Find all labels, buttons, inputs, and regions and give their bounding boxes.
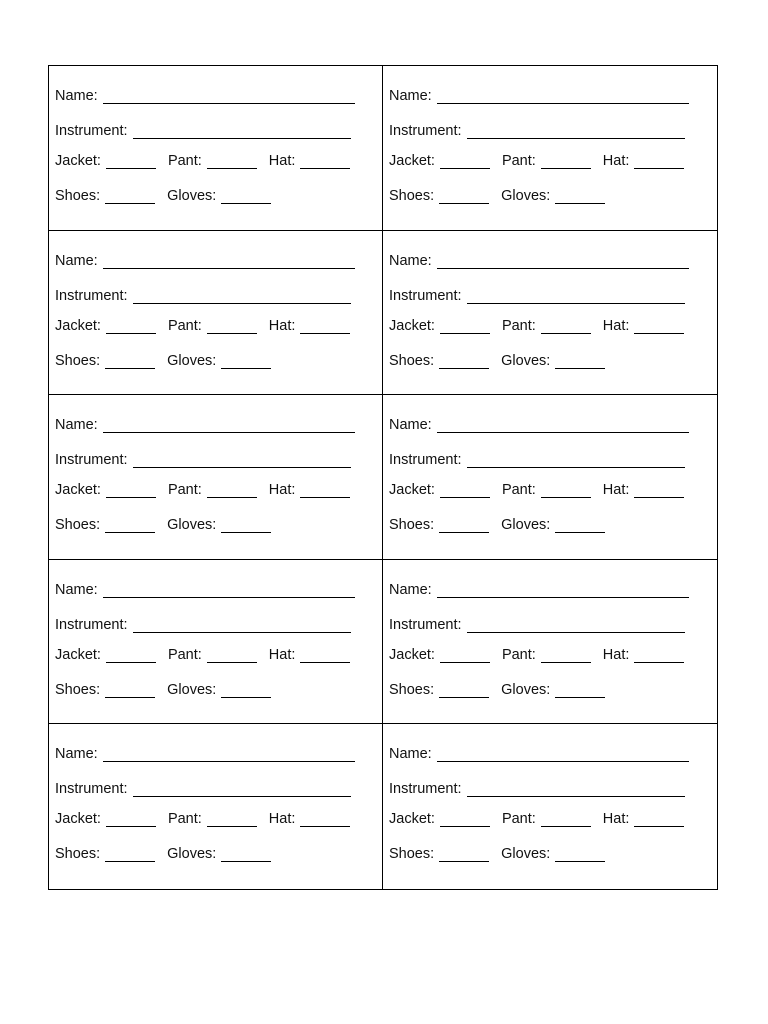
name-row [55,417,355,433]
instrument-label: Instrument: [55,452,128,469]
pant-label: Pant: [501,153,536,169]
name-row [389,417,689,433]
jacket-field[interactable] [440,484,490,498]
pant-label: Pant: [167,317,202,334]
accessories-row [55,846,271,862]
shoes-field[interactable] [439,684,489,698]
instrument-field[interactable] [133,619,351,633]
gloves-field[interactable] [555,684,605,698]
hat-label: Hat: [268,482,296,499]
hat-field[interactable] [300,649,350,663]
name-row [55,88,355,104]
pant-field[interactable] [541,320,591,334]
instrument-row [55,123,351,139]
jacket-field[interactable] [106,155,156,169]
gloves-label: Gloves: [167,188,217,204]
shoes-label: Shoes: [389,352,435,369]
size-row [55,647,350,663]
hat-field[interactable] [300,320,350,334]
instrument-label: Instrument: [389,123,462,139]
gloves-field[interactable] [555,190,605,204]
jacket-label: Jacket: [389,482,435,499]
shoes-field[interactable] [439,519,489,533]
gloves-field[interactable] [555,355,605,369]
shoes-label: Shoes: [55,188,101,204]
instrument-row [55,781,351,797]
hat-field[interactable] [300,155,350,169]
shoes-field[interactable] [105,355,155,369]
name-field[interactable] [437,584,689,598]
instrument-field[interactable] [467,290,685,304]
shoes-label: Shoes: [55,517,101,534]
accessories-row [389,353,605,369]
name-label: Name: [55,581,98,598]
name-row [389,746,689,762]
gloves-label: Gloves: [501,681,551,698]
pant-label: Pant: [167,153,202,169]
name-label: Name: [55,88,98,104]
instrument-label: Instrument: [389,287,462,304]
accessories-row [389,846,605,862]
uniform-card [383,66,717,231]
gloves-field[interactable] [221,190,271,204]
shoes-label: Shoes: [389,681,435,698]
accessories-row [55,517,271,533]
accessories-row [389,682,605,698]
instrument-label: Instrument: [55,781,128,798]
jacket-label: Jacket: [55,646,101,663]
hat-label: Hat: [268,317,296,334]
jacket-field[interactable] [106,649,156,663]
hat-label: Hat: [602,153,630,169]
name-row [55,746,355,762]
name-label: Name: [389,746,432,763]
uniform-card [383,231,717,396]
gloves-field[interactable] [221,848,271,862]
jacket-field[interactable] [106,813,156,827]
name-row [55,253,355,269]
instrument-label: Instrument: [55,123,128,139]
size-row [55,318,350,334]
uniform-card [383,560,717,725]
hat-field[interactable] [634,649,684,663]
shoes-label: Shoes: [389,846,435,863]
name-field[interactable] [437,90,689,104]
size-row [389,482,684,498]
name-label: Name: [55,252,98,269]
name-field[interactable] [437,419,689,433]
instrument-row [389,123,685,139]
name-label: Name: [389,252,432,269]
uniform-card [49,395,383,560]
shoes-label: Shoes: [55,681,101,698]
name-field[interactable] [103,419,355,433]
jacket-field[interactable] [440,320,490,334]
instrument-label: Instrument: [389,452,462,469]
instrument-field[interactable] [467,454,685,468]
shoes-label: Shoes: [389,517,435,534]
hat-field[interactable] [634,813,684,827]
pant-field[interactable] [207,155,257,169]
pant-field[interactable] [541,484,591,498]
jacket-label: Jacket: [55,482,101,499]
uniform-card [49,724,383,889]
hat-label: Hat: [268,811,296,828]
pant-field[interactable] [541,813,591,827]
instrument-row [55,452,351,468]
hat-label: Hat: [602,811,630,828]
name-field[interactable] [437,748,689,762]
hat-label: Hat: [602,317,630,334]
shoes-label: Shoes: [55,846,101,863]
shoes-field[interactable] [105,848,155,862]
instrument-field[interactable] [467,125,685,139]
gloves-label: Gloves: [501,846,551,863]
gloves-label: Gloves: [501,517,551,534]
name-label: Name: [55,746,98,763]
instrument-row [389,452,685,468]
hat-field[interactable] [634,155,684,169]
instrument-field[interactable] [133,783,351,797]
uniform-card-sheet [48,65,718,890]
size-row [55,153,350,169]
pant-field[interactable] [541,155,591,169]
name-label: Name: [55,417,98,434]
accessories-row [389,517,605,533]
hat-field[interactable] [300,484,350,498]
size-row [389,153,684,169]
jacket-label: Jacket: [389,153,435,169]
gloves-field[interactable] [221,684,271,698]
jacket-field[interactable] [440,813,490,827]
name-field[interactable] [103,255,355,269]
hat-field[interactable] [300,813,350,827]
shoes-label: Shoes: [389,188,435,204]
hat-label: Hat: [268,646,296,663]
hat-label: Hat: [268,153,296,169]
pant-field[interactable] [207,320,257,334]
hat-label: Hat: [602,482,630,499]
name-field[interactable] [437,255,689,269]
name-label: Name: [389,417,432,434]
jacket-field[interactable] [106,320,156,334]
shoes-field[interactable] [439,848,489,862]
size-row [389,811,684,827]
instrument-label: Instrument: [389,781,462,798]
instrument-row [55,617,351,633]
jacket-label: Jacket: [389,317,435,334]
shoes-field[interactable] [439,355,489,369]
gloves-field[interactable] [221,355,271,369]
instrument-field[interactable] [133,125,351,139]
pant-field[interactable] [207,484,257,498]
name-label: Name: [389,88,432,104]
jacket-field[interactable] [440,155,490,169]
instrument-field[interactable] [467,783,685,797]
instrument-row [389,617,685,633]
hat-label: Hat: [602,646,630,663]
size-row [389,318,684,334]
jacket-field[interactable] [106,484,156,498]
hat-field[interactable] [634,484,684,498]
gloves-label: Gloves: [501,188,551,204]
size-row [55,482,350,498]
gloves-field[interactable] [555,519,605,533]
gloves-label: Gloves: [167,352,217,369]
pant-label: Pant: [501,317,536,334]
pant-field[interactable] [207,813,257,827]
gloves-label: Gloves: [167,846,217,863]
uniform-card [49,231,383,396]
accessories-row [389,188,605,204]
uniform-card [383,395,717,560]
pant-label: Pant: [501,482,536,499]
pant-label: Pant: [167,646,202,663]
gloves-field[interactable] [221,519,271,533]
jacket-label: Jacket: [389,646,435,663]
name-row [55,582,355,598]
shoes-field[interactable] [105,519,155,533]
instrument-field[interactable] [133,290,351,304]
pant-label: Pant: [167,482,202,499]
accessories-row [55,188,271,204]
instrument-row [389,781,685,797]
shoes-field[interactable] [439,190,489,204]
pant-label: Pant: [501,811,536,828]
instrument-field[interactable] [467,619,685,633]
hat-field[interactable] [634,320,684,334]
pant-label: Pant: [501,646,536,663]
gloves-field[interactable] [555,848,605,862]
shoes-label: Shoes: [55,352,101,369]
instrument-row [55,288,351,304]
uniform-card [383,724,717,889]
uniform-card [49,560,383,725]
pant-label: Pant: [167,811,202,828]
size-row [389,647,684,663]
size-row [55,811,350,827]
name-field[interactable] [103,90,355,104]
accessories-row [55,353,271,369]
uniform-card [49,66,383,231]
name-field[interactable] [103,584,355,598]
shoes-field[interactable] [105,684,155,698]
instrument-label: Instrument: [55,616,128,633]
instrument-field[interactable] [133,454,351,468]
name-label: Name: [389,581,432,598]
accessories-row [55,682,271,698]
jacket-label: Jacket: [55,317,101,334]
instrument-label: Instrument: [389,616,462,633]
name-row [389,88,689,104]
jacket-field[interactable] [440,649,490,663]
jacket-label: Jacket: [389,811,435,828]
instrument-label: Instrument: [55,287,128,304]
jacket-label: Jacket: [55,153,101,169]
pant-field[interactable] [207,649,257,663]
jacket-label: Jacket: [55,811,101,828]
gloves-label: Gloves: [167,681,217,698]
name-field[interactable] [103,748,355,762]
gloves-label: Gloves: [501,352,551,369]
gloves-label: Gloves: [167,517,217,534]
shoes-field[interactable] [105,190,155,204]
instrument-row [389,288,685,304]
name-row [389,582,689,598]
name-row [389,253,689,269]
pant-field[interactable] [541,649,591,663]
